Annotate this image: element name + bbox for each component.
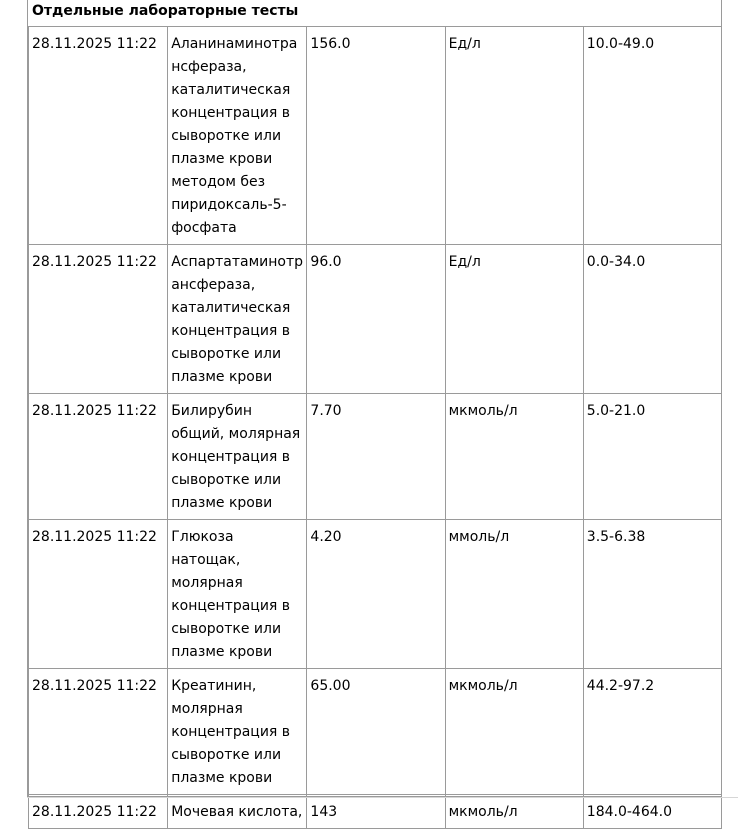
cell-unit: мкмоль/л (445, 795, 583, 829)
cell-test-name: Мочевая кислота, (168, 795, 307, 829)
cell-unit: мкмоль/л (445, 669, 583, 795)
cell-unit: ммоль/л (445, 520, 583, 669)
cell-reference-range: 5.0-21.0 (583, 394, 721, 520)
cell-date: 28.11.2025 11:22 (29, 394, 168, 520)
cell-date: 28.11.2025 11:22 (29, 669, 168, 795)
table-row (29, 520, 722, 669)
table-row (29, 245, 722, 394)
cell-reference-range: 3.5-6.38 (583, 520, 721, 669)
lab-tests-section (27, 0, 722, 820)
cell-value: 96.0 (307, 245, 445, 394)
cell-unit: Ед/л (445, 245, 583, 394)
cell-unit: Ед/л (445, 27, 583, 245)
cell-date: 28.11.2025 11:22 (29, 795, 168, 829)
cell-value: 65.00 (307, 669, 445, 795)
cell-date: 28.11.2025 11:22 (29, 27, 168, 245)
cell-value: 156.0 (307, 27, 445, 245)
section-title: Отдельные лабораторные тесты (32, 3, 299, 19)
cell-reference-range: 10.0-49.0 (583, 27, 721, 245)
table-row (29, 795, 722, 829)
page-divider (27, 797, 738, 798)
cell-reference-range: 44.2-97.2 (583, 669, 721, 795)
cell-reference-range: 184.0-464.0 (583, 795, 721, 829)
cell-test-name: Аланинаминотра нсфераза, каталитическая концентрация в сыворотке или плазме крови методом без пиридоксаль-5-фосфата (168, 27, 307, 245)
cell-value: 7.70 (307, 394, 445, 520)
cell-value: 143 (307, 795, 445, 829)
lab-results-table (28, 26, 722, 829)
table-row (29, 394, 722, 520)
table-row (29, 27, 722, 245)
cell-test-name: Аспартатаминотр ансфераза, каталитическая концентрация в сыворотке или плазме крови (168, 245, 307, 394)
table-row (29, 669, 722, 795)
cell-test-name: Креатинин, молярная концентрация в сыворотке или плазме крови (168, 669, 307, 795)
cell-value: 4.20 (307, 520, 445, 669)
cell-test-name: Билирубин общий, молярная концентрация в сыворотке или плазме крови (168, 394, 307, 520)
cell-reference-range: 0.0-34.0 (583, 245, 721, 394)
cell-test-name: Глюкоза натощак, молярная концентрация в сыворотке или плазме крови (168, 520, 307, 669)
cell-date: 28.11.2025 11:22 (29, 520, 168, 669)
cell-unit: мкмоль/л (445, 394, 583, 520)
cell-date: 28.11.2025 11:22 (29, 245, 168, 394)
